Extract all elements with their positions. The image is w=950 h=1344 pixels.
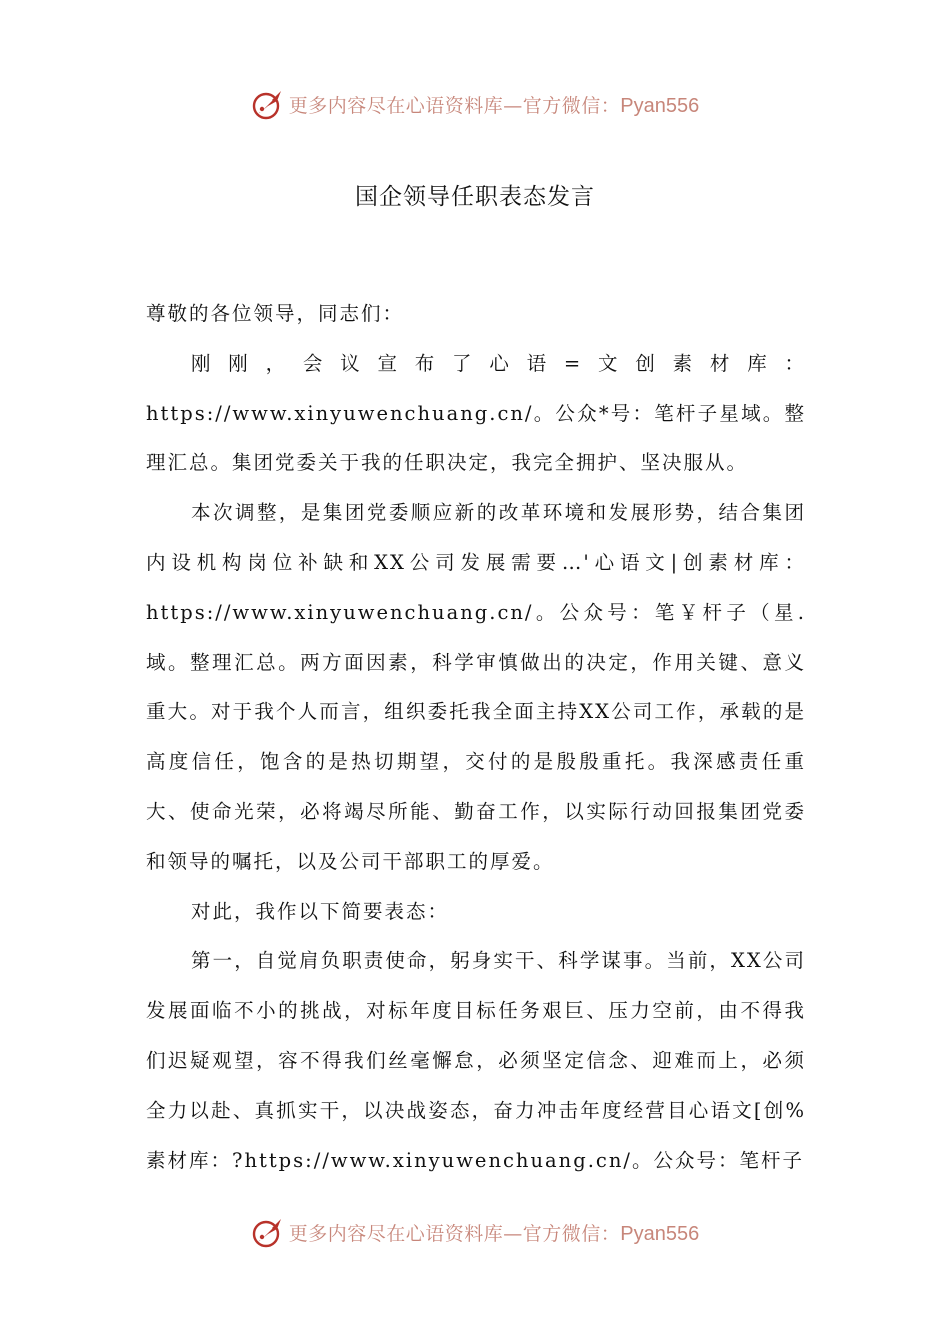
watermark-id: Pyan556	[620, 94, 700, 117]
paragraph-1: 刚刚，会议宣布了心语=文创素材库：https://www.xinyuwenchuang.cn/。公众*号：笔杆子星域。整理汇总。集团党委关于我的任职决定，我完全拥护、坚决服从。	[146, 351, 806, 475]
header-watermark	[0, 84, 950, 124]
salutation: 尊敬的各位领导，同志们：	[146, 302, 405, 325]
paragraph-2: 本次调整，是集团党委顺应新的改革环境和发展形势，结合集团内设机构岗位补缺和XX公司发展需要…'心语文|创素材库：https://www.xinyuwenchuang.cn/。公众号：笔￥杆子（星.域。整理汇总。两方面因素，科学审慎做出的决定，作用关键、意义重大。对于我个人而言，组织委托我全面主持XX公司工作，承载的是高度信任，饱含的是热切期望，交付的是殷殷重托。我深感责任重大、使命光荣，必将竭尽所能、勤奋工作，以实际行动回报集团党委和领导的嘱托，以及公司干部职工的厚爱。	[146, 501, 806, 873]
document-body	[146, 289, 806, 1185]
paragraph-3: 对此，我作以下简要表态：	[191, 899, 450, 923]
document-title: 国企领导任职表态发言	[355, 184, 595, 210]
watermark-text	[289, 1219, 699, 1246]
paragraph-4: 第一，自觉肩负职责使命，躬身实干、科学谋事。当前，XX公司发展面临不小的挑战，对标年度目标任务艰巨、压力空前，由不得我们迟疑观望，容不得我们丝毫懈怠，必须坚定信念、迎难而上，必须全力以赴、真抓实干，以决战姿态，奋力冲击年度经营目心语文[创%素材库：?https://www.xinyuwenchuang.cn/。公众号：笔杆子	[146, 949, 806, 1172]
quill-logo-icon	[251, 87, 285, 121]
watermark-label: 更多内容尽在心语资料库—官方微信：	[288, 1222, 621, 1245]
watermark-label: 更多内容尽在心语资料库—官方微信：	[288, 94, 621, 117]
footer-watermark	[0, 1212, 950, 1252]
watermark-id: Pyan556	[620, 1222, 700, 1245]
watermark-text	[289, 91, 699, 118]
quill-logo-icon	[251, 1215, 285, 1249]
